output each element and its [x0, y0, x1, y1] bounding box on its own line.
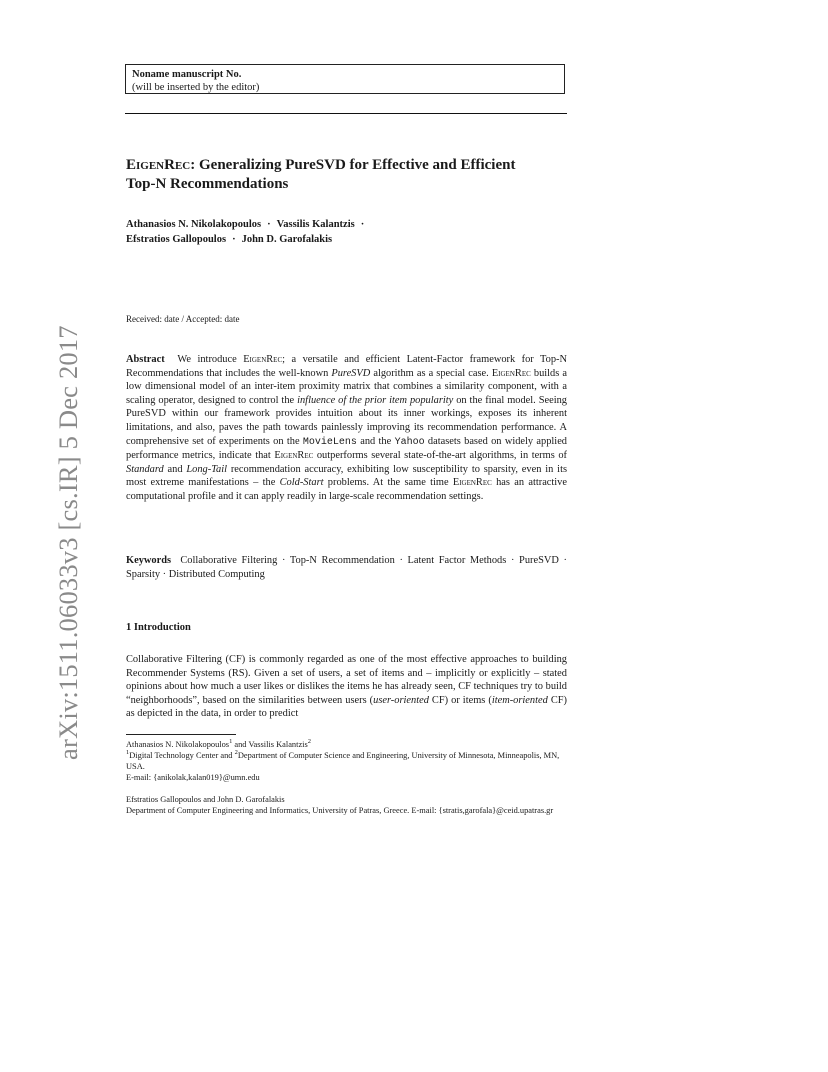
footnote-authors: and Vassilis Kalantzis [232, 740, 308, 749]
emphasis: PureSVD [331, 367, 371, 379]
emphasis: item-oriented [491, 694, 548, 706]
method-name: EigenRec [243, 354, 283, 365]
abstract-text: has an attractive computational profile and it can apply readily in large-scale recommendation settings. [126, 477, 567, 502]
abstract-text: ; a versatile and efficient Latent-Factor framework for Top-N Recommendations that includes the well-known [126, 354, 567, 379]
arxiv-identifier[interactable]: arXiv:1511.06033v3 [cs.IR] 5 Dec 2017 [53, 325, 83, 760]
author-separator: · [232, 234, 236, 245]
method-name: EigenRec [452, 477, 492, 489]
author-list [126, 217, 586, 247]
footnote-rule [126, 734, 236, 735]
dataset-name: Yahoo [394, 436, 425, 448]
keywords [126, 554, 567, 581]
author-separator: · [267, 219, 271, 230]
author-name: Athanasios N. Nikolakopoulos [126, 219, 262, 230]
abstract-text: algorithm as a special case. [370, 367, 492, 379]
footnote-marker: 1 [229, 738, 233, 746]
body-text: CF) as depicted in the data, in order to predict [126, 694, 567, 720]
title-method-name: EigenRec [126, 157, 191, 173]
abstract [126, 353, 567, 504]
footnote-affiliation-1 [126, 739, 567, 783]
abstract-text: datasets based on widely applied performance metrics, indicate that [126, 435, 568, 462]
title-line2: Top-N Recommendations [126, 176, 289, 192]
abstract-label: Abstract [126, 354, 165, 365]
keywords-label: Keywords [126, 555, 172, 566]
affiliation-text: Department of Computer Science and Engineering, University of Minnesota, Minneapolis, MN, USA. [126, 751, 560, 771]
abstract-text: and the [356, 435, 395, 447]
editor-placeholder-box [125, 64, 565, 94]
emphasis: Long-Tail [186, 463, 228, 475]
footnote-authors: Efstratios Gallopoulos and John D. Garofalakis [126, 795, 285, 804]
abstract-text: builds a low dimensional model of an inter-item proximity matrix that combines a similarity component, with a scaling operator, designed to control the [126, 367, 567, 406]
footnote-marker: 1 [126, 749, 130, 757]
abstract-text: problems. At the same time [323, 477, 453, 489]
abstract-text: recommendation accuracy, exhibiting low susceptibility to sparsity, even in its most extreme manifestations – the [126, 463, 567, 489]
footnote-marker: 2 [234, 749, 238, 757]
abstract-text: We introduce [177, 354, 244, 365]
method-name: EigenRec [491, 367, 531, 379]
emphasis: user-oriented [373, 694, 429, 706]
affiliation-text: Department of Computer Engineering and Informatics, University of Patras, Greece. E-mail: {stratis,garofala}@ceid.upatras.gr [126, 806, 554, 815]
title-line1: : Generalizing PureSVD for Effective and Efficient [190, 157, 516, 173]
affiliation-text: Digital Technology Center and [129, 751, 235, 760]
emphasis: Cold-Start [279, 477, 324, 489]
abstract-text: outperforms several state-of-the-art algorithms, in terms of [313, 450, 567, 462]
section-heading: 1 Introduction [126, 622, 191, 633]
header-rule [125, 113, 567, 114]
footnote-marker: 2 [307, 738, 312, 746]
author-name: John D. Garofalakis [241, 234, 333, 245]
emphasis: Standard [126, 463, 164, 475]
author-name: Efstratios Gallopoulos [126, 234, 227, 245]
author-name: Vassilis Kalantzis [276, 219, 355, 230]
keywords-text: Collaborative Filtering · Top-N Recommendation · Latent Factor Methods · PureSVD · Sparsity · Distributed Computing [126, 555, 567, 580]
method-name: EigenRec [274, 450, 314, 462]
footnote-affiliation-2 [126, 794, 567, 816]
footnote-authors: Athanasios N. Nikolakopoulos [126, 740, 230, 749]
email-address[interactable]: E-mail: {anikolak,kalan019}@umn.edu [126, 773, 260, 782]
paper-title [126, 156, 586, 194]
body-text: Collaborative Filtering (CF) is commonly regarded as one of the most effective approaches to building Recommender Systems (RS). Given a set of users, a set of items and – implicitly or explicitly – stated opinions about how much a user likes or dislikes the items he has already seen, CF techniques try to build “neighborhoods”, based on the similarities between users ( [126, 654, 567, 706]
manuscript-number-label: Noname manuscript No. [132, 69, 242, 80]
editor-note: (will be inserted by the editor) [132, 82, 260, 93]
abstract-text: and [163, 463, 187, 475]
abstract-text: on the final model. Seeing PureSVD within our framework provides intuition about its inner workings, exposes its inherent limitations, and also, paves the path towards painlessly improving its recommendation performance. A comprehensive set of experiments on the [126, 394, 567, 447]
intro-paragraph [126, 653, 567, 721]
received-date: Received: date / Accepted: date [126, 314, 240, 324]
body-text: CF) or items ( [428, 694, 492, 706]
author-separator: · [360, 219, 365, 230]
dataset-name: MovieLens [302, 436, 357, 448]
emphasis: influence of the prior item popularity [297, 394, 454, 406]
